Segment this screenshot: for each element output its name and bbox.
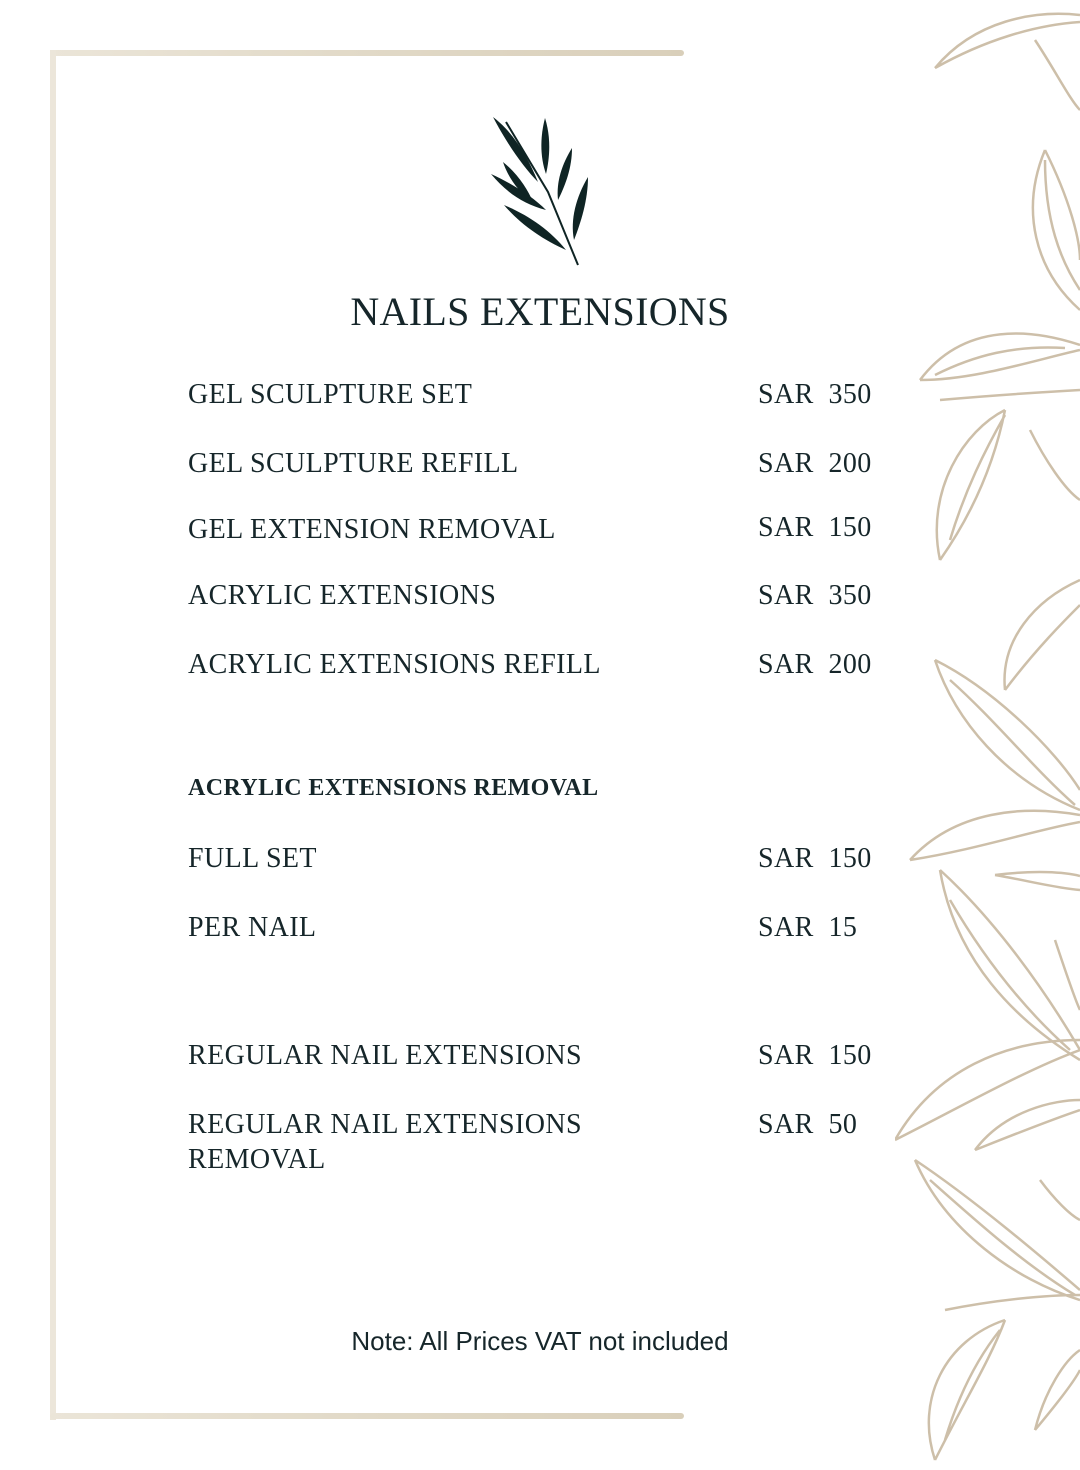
- frame-bottom-border: [50, 1413, 684, 1419]
- item-price: SAR 150: [758, 512, 872, 543]
- menu-item: [188, 841, 872, 876]
- item-name: FULL SET: [188, 843, 317, 874]
- item-price: SAR 150: [758, 1040, 872, 1071]
- section-heading: ACRYLIC EXTENSIONS REMOVAL: [188, 775, 599, 801]
- leaf-outline-decoration: [895, 0, 1080, 1470]
- item-price: SAR 200: [758, 448, 872, 479]
- menu-item: [188, 1038, 872, 1073]
- item-name: ACRYLIC EXTENSIONS: [188, 580, 497, 611]
- menu-item: [188, 377, 872, 412]
- menu-item: [188, 578, 872, 613]
- menu-item: [188, 512, 872, 547]
- item-name: GEL EXTENSION REMOVAL: [188, 514, 556, 545]
- item-price: SAR 150: [758, 843, 872, 874]
- frame-top-border: [50, 50, 684, 56]
- menu-item: [188, 1107, 858, 1177]
- menu-item: [188, 647, 872, 682]
- item-name: REGULAR NAIL EXTENSIONS REMOVAL: [188, 1109, 582, 1175]
- page-title: NAILS EXTENSIONS: [350, 289, 730, 334]
- leaf-sprig-icon: [488, 112, 598, 272]
- item-price: SAR 350: [758, 580, 872, 611]
- item-price: SAR 200: [758, 649, 872, 680]
- item-price: SAR 50: [758, 1109, 858, 1140]
- frame-left-border: [50, 50, 56, 1420]
- item-price: SAR 350: [758, 379, 872, 410]
- menu-item: [188, 446, 872, 481]
- item-price: SAR 15: [758, 912, 858, 943]
- item-name: GEL SCULPTURE REFILL: [188, 448, 519, 479]
- item-name: REGULAR NAIL EXTENSIONS: [188, 1040, 582, 1071]
- menu-item: [188, 910, 858, 945]
- item-name: PER NAIL: [188, 912, 317, 943]
- vat-note: Note: All Prices VAT not included: [351, 1326, 729, 1356]
- item-name: GEL SCULPTURE SET: [188, 379, 473, 410]
- item-name: ACRYLIC EXTENSIONS REFILL: [188, 649, 601, 680]
